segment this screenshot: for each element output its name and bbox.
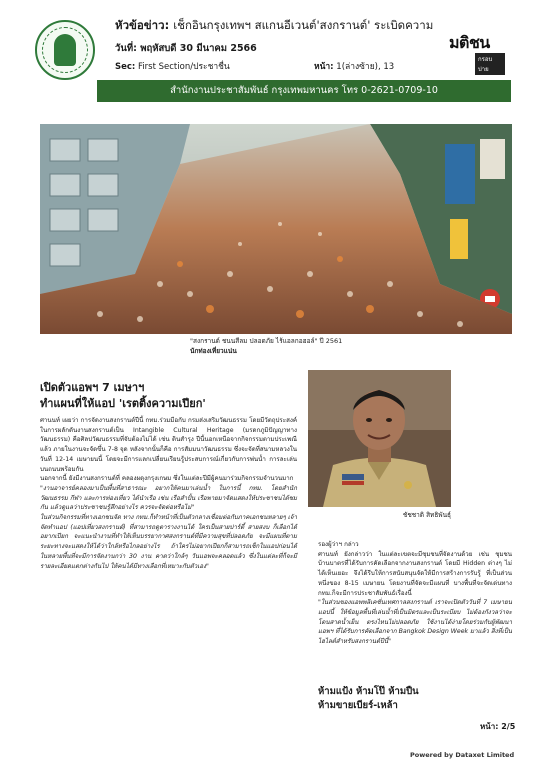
photo-caption-line1: "สงกรานต์ ชนนสีลม ปลอดภัย ไร้แอลกอฮอล์" ปี 2561	[190, 337, 343, 345]
article-headline-line1: เปิดตัวแอพฯ 7 เมษาฯ	[40, 381, 145, 394]
article-column-left	[40, 416, 297, 571]
news-title-label: หัวข้อข่าว:	[115, 18, 170, 32]
article-subheading-line1: ห้ามแป้ง ห้ามโป๊ ห้ามปืน	[318, 686, 419, 697]
article-subheading	[318, 685, 518, 713]
portrait-photo	[308, 370, 451, 507]
article-quote: ในส่วนกิจกรรมที่ทางเอกชนจัด ทาง กทม.ก็ทำหน้าที่เป็นตัวกลางเชื่อมต่อกับภาคเอกชนหลายๆ เจ้า จัดทำแอป (แอปเที่ยวสงกรานต์) ที่สามารถดูตารางงานได้ ใครเป็นสายปาร์ตี้ สายสงบ ก็เลือกได้ อยากเปียก จะแนะนำงานที่ทำให้เห็นบรรยากาศสงกรานต์ที่มีความสุขที่ปลอดภัย จะมีแผนที่ตามระยะทางจะแสดงให้ได้ว่าใกล้หรือไกลอย่างไร ถ้าใครไม่อยากเปียกก็สามารถเช็กในแอปก่อนได้ ในหลายพื้นที่จะมีการจัดงานกว่า 30 งาน คาดว่าใกล้ๆ วันแอพจะคลอดแล้ว ซึ่งในแต่ละที่ก็จะมีรายละเอียดแตกต่างกันไป ให้คนได้มีทางเลือกที่เหมาะกับตัวเอง"	[40, 514, 297, 570]
news-title-text: เช็กอินกรุงเทพฯ สแกนอีเวนต์'สงกรานต์' ระเบิดความ	[173, 18, 434, 32]
news-date-text: พฤหัสบดี 30 มีนาคม 2566	[140, 43, 257, 54]
songkran-crowd-photo	[40, 124, 512, 334]
bangkok-seal-logo	[35, 20, 95, 80]
news-section-label: Sec:	[115, 62, 136, 72]
photo-caption-line2: นักท่องเที่ยวแน่น	[190, 347, 237, 355]
pr-office-banner: สำนักงานประชาสัมพันธ์ กรุงเทพมหานคร โทร 0-2621-0709-10	[97, 80, 511, 102]
news-page-label: หน้า:	[314, 62, 334, 72]
publication-edition: กรอบบ่าย	[475, 53, 505, 75]
article-quote: "งานอาจารย์คลองมาเป็นพื้นที่สาธารณะ อยากให้คนมาเล่นน้ำ ในการนี้ กทม. โดยสำนักวัฒนธรรม กีฬา และการท่องเที่ยว ได้นำเรือ เช่น เรือสำปั้น เรือพายมาจัดแสดงให้ประชาชนได้ชมกัน แล้วดูแลว่าประชาชนรู้สึกอย่างไร ควรจะจัดต่อหรือไม่"	[40, 484, 297, 512]
powered-by-footer: Powered by Dataxet Limited	[410, 751, 515, 759]
article-subheading-line2: ห้ามขายเบียร์-เหล้า	[318, 700, 398, 711]
news-section	[115, 59, 230, 73]
publication-name: มติชน	[449, 33, 490, 52]
publication-logo	[449, 34, 505, 75]
photo-caption	[190, 336, 430, 356]
page-number: หน้า: 2/5	[480, 722, 516, 731]
portrait-illustration	[308, 370, 451, 507]
news-title	[115, 17, 445, 35]
article-paragraph: ศานนท์ ยังกล่าวว่า ในแต่ละเขตจะมีชุมชนที่จัดงานด้วย เช่น ชุมชนบ้านบาตรที่ได้รับการคัดเลือกจากงานสงกรานต์ โดยมี Hidden ต่างๆ ไม่ได้เห็นเยอะ จึงได้รีบให้การสนับสนุนจัดให้มีการสร้างการรับรู้ ที่เป็นส่วนหนึ่งของ 8-15 เมษายน โดยงานที่จัดจะมีแผนที่ บางพื้นที่จะจัดเด่นทาง กทม.ก็จะมีการประชาสัมพันธ์เรื่องนี้	[318, 550, 512, 597]
portrait-caption: ชัชชาติ สิทธิพันธุ์	[402, 511, 451, 519]
news-page-text: 1(ล่างซ้าย), 13	[336, 62, 395, 72]
article-paragraph: ศานนท์ เผยว่า การจัดงานสงกรานต์ปีนี้ กทม.ร่วมมือกับ กรมส่งเสริมวัฒนธรรม โดยมีวัตถุประสงค์ในการผลักดันงานสงกรานต์เป็น Intangible Cultural Heritage (มรดกภูมิปัญญาทางวัฒนธรรม) คือศิลปวัฒนธรรมที่จับต้องไม่ได้ เช่น ดินสำรุง ปีนี้นอกเหนือจากกิจกรรมตามประเพณีแล้ว ภายในงานจะจัดขึ้น 7-8 จุด หลังจากนั้นก็คือ การสัมมนาวัฒนธรรม ซึ่งจะจัดที่สนามหลวงในวันที่ 12-14 เมษายนนี้ โดยจะมีการแลกเปลี่ยนเรียนรู้ประสบการณ์เกี่ยวกับการพ่นน้ำ การละเล่นบนถนนพร้อมกัน	[40, 417, 297, 473]
news-section-text: First Section/ประชาชื่น	[138, 62, 230, 72]
news-date-label: วันที่:	[115, 43, 137, 54]
news-date	[115, 41, 257, 56]
article-headline-line2: ทำแผนที่ให้แอป 'เรตติ้งความเปียก'	[40, 397, 206, 410]
news-page	[314, 59, 394, 73]
article-column-right	[318, 540, 512, 647]
article-headline	[40, 380, 300, 412]
article-quote: "ในส่วนของแอพพลิเคชั่นเทศกาลสงกรานต์ เราจะเปิดตัววันที่ 7 เมษายน แอปนี้ ให้ข้อมูลพื้นที่เล่นน้ำที่เป็นมิตรและเป็นระเบียบ ไม่ต้องกังวลว่าจะโดนสาดน้ำเย็น ตรงไหนไม่ปลอดภัย ใช้งานได้ง่ายโดยร่วมกับผู้พัฒนาแอพฯ ที่ได้รับการคัดเลือกจาก Bangkok Design Week มาแล้ว สิ่งที่เป็นไฮไลต์สำหรับสงกรานต์ปีนี้"	[318, 599, 512, 646]
article-paragraph: นอกจากนี้ ยังมีงานสงกรานต์ที่ คลองผดุงกรุงเกษม ซึ่งในแต่ละปีมีผู้คนมาร่วมกิจกรรมจำนวนมาก	[40, 475, 294, 483]
crowd-photo-illustration	[40, 124, 512, 334]
article-paragraph: รองผู้ว่าฯ กล่าว	[318, 541, 359, 548]
seal-emblem	[54, 34, 76, 66]
